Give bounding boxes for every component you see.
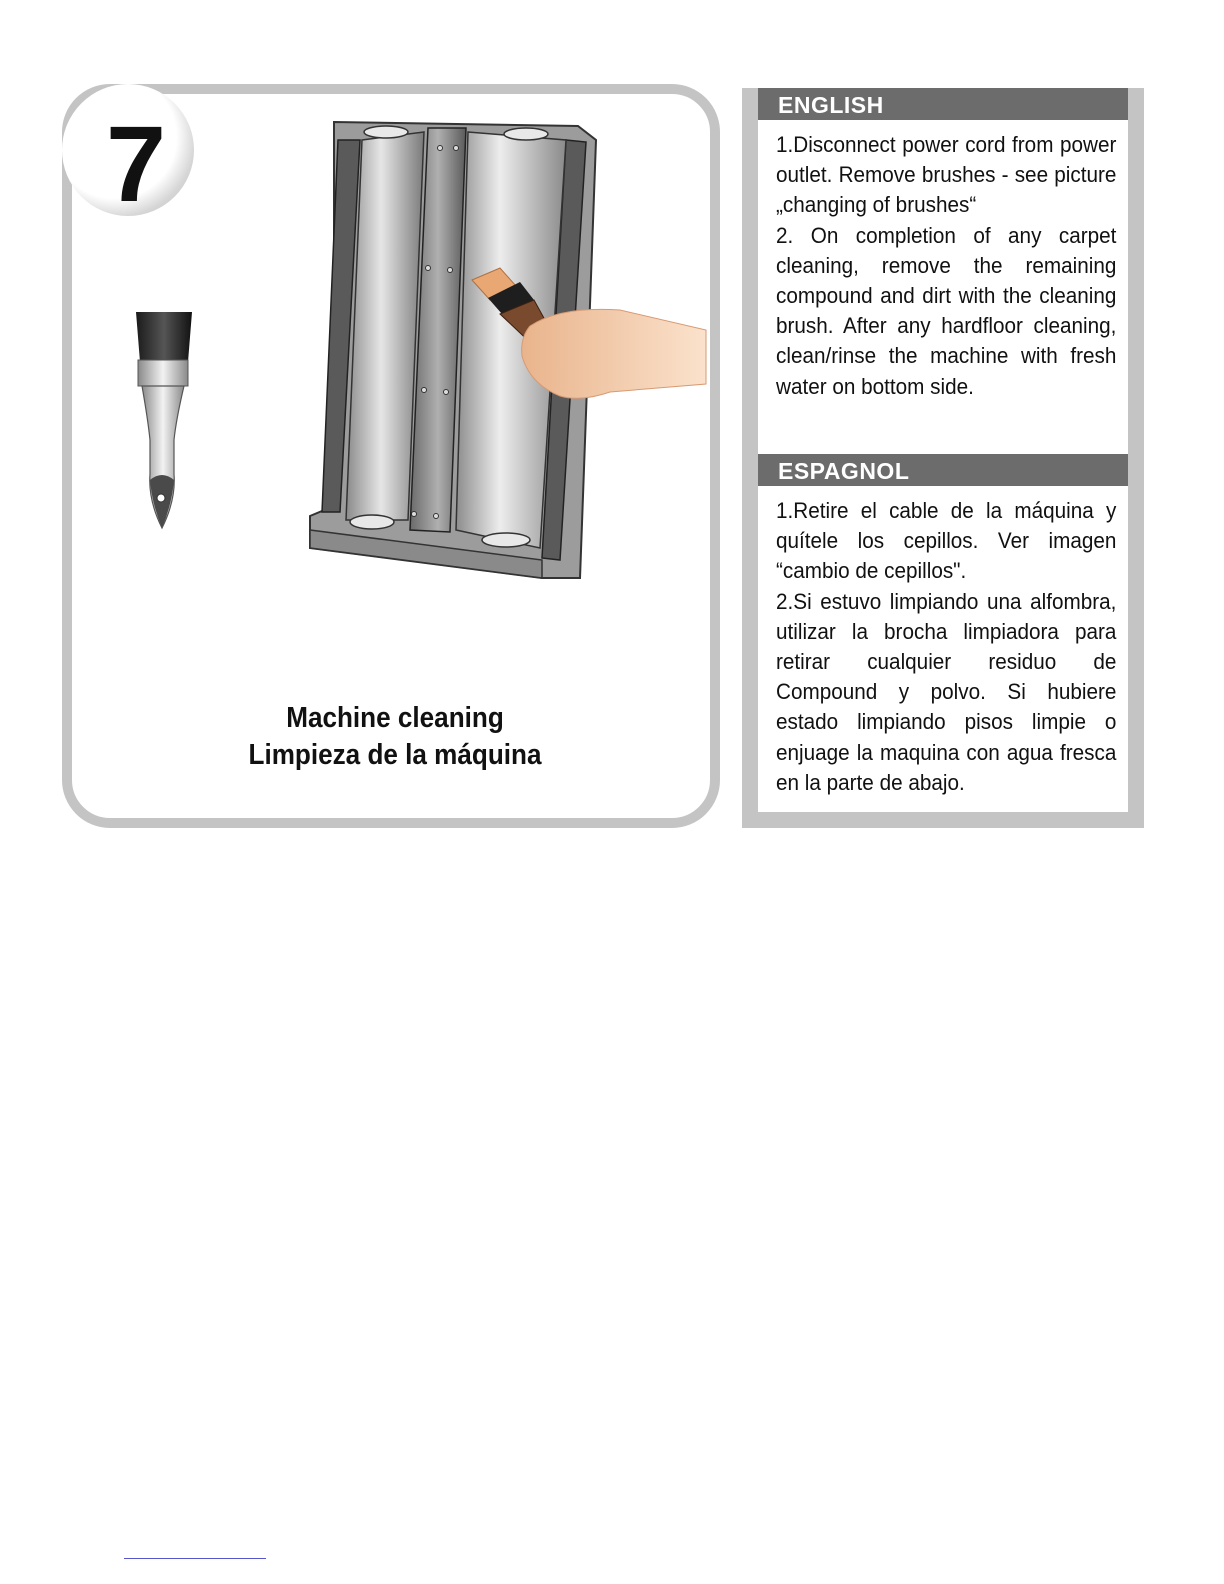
step-caption <box>193 700 598 774</box>
footer-rule <box>124 1558 266 1559</box>
caption-english: Machine cleaning <box>286 702 504 734</box>
paint-brush-icon <box>136 312 192 528</box>
instructions-panel <box>742 88 1144 828</box>
english-step-1: 1.Disconnect power cord from power outlet. Remove brushes - see picture „changing of brushes“ <box>776 132 1117 218</box>
english-heading: ENGLISH <box>758 88 1128 120</box>
spanish-section <box>758 486 1128 812</box>
spanish-heading: ESPAGNOL <box>758 454 1128 486</box>
spanish-step-1: 1.Retire el cable de la máquina y quítele los cepillos. Ver imagen “cambio de cepillos". <box>776 498 1117 584</box>
english-section <box>758 120 1128 454</box>
caption-spanish: Limpieza de la máquina <box>248 739 542 771</box>
english-step-2: 2. On completion of any carpet cleaning, remove the remaining compound and dirt with the cleaning brush. After any hardfloor cleaning, clean/rinse the machine with fresh water on bottom side. <box>776 222 1117 399</box>
spanish-step-2: 2.Si estuvo limpiando una alfombra, utilizar la brocha limpiadora para retirar cualquier residuo de Compound y polvo. Si hubiere estado limpiando pisos limpie o enjuage la maquina con agua fresca en la parte de abajo. <box>776 588 1117 795</box>
step-number: 7 <box>105 103 167 224</box>
